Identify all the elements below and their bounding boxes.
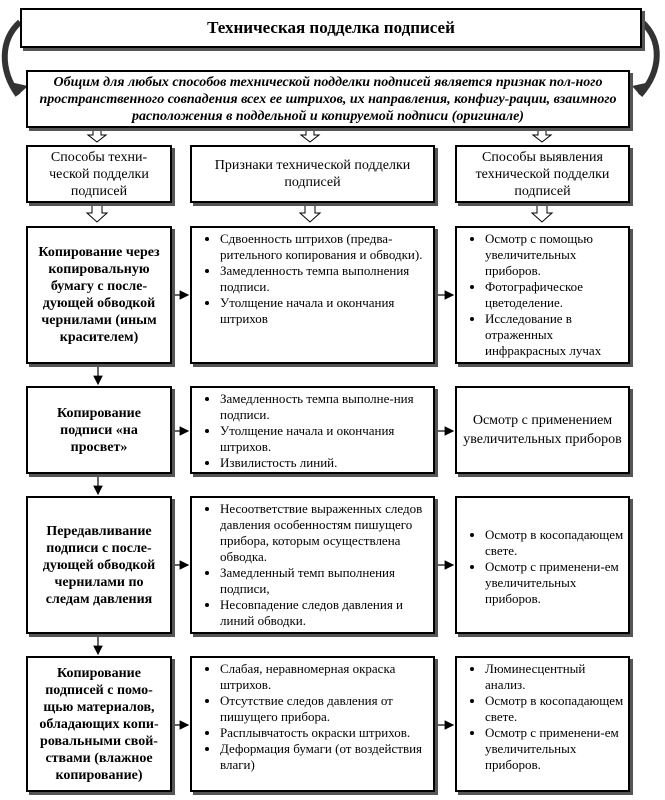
method-box-2: Копирование подписи «на просвет» — [26, 386, 172, 474]
down-arrow-signs — [301, 129, 319, 142]
detection-item: • Осмотр с применени-ем увеличительных приборов. — [485, 725, 624, 773]
method-box-3: Передавливание подписи с после-дующей обводкой чернилами по следам давления — [26, 496, 172, 634]
detection-item: • Люминесцентный анализ. — [485, 661, 624, 693]
sign-item: • Утолщение начала и окончания штрихов — [220, 295, 429, 327]
detection-item: • Осмотр в косопадающем свете. — [485, 527, 624, 559]
sign-item: • Расплывчатость окраски штрихов. — [220, 725, 429, 741]
header-detection: Способы выявления технической подделки подписей — [455, 145, 630, 203]
method-box-1: Копирование через копировальную бумагу с после-дующей обводкой чернилами (иным красителем) — [26, 226, 172, 364]
sign-item: • Замедленность темпа выполне-ния подписи. — [220, 391, 429, 423]
signs-box-4 — [190, 656, 435, 792]
signs-box-2 — [190, 386, 435, 474]
signs-box-1 — [190, 226, 435, 364]
sign-item: • Сдвоенность штрихов (предва-рительного копирования и обводки). — [220, 231, 429, 263]
sign-item: • Деформация бумаги (от воздействия влаги) — [220, 741, 429, 773]
down-arrow-detection-2 — [532, 205, 552, 222]
detection-box-2: Осмотр с применением увеличительных приборов — [455, 386, 630, 474]
diagram-title: Техническая подделка подписей — [20, 8, 642, 48]
sign-item: • Замедленный темп выполнения подписи, — [220, 565, 429, 597]
header-methods: Способы техни-ческой подделки подписей — [26, 145, 172, 203]
detection-item: • Осмотр с применени-ем увеличительных приборов. — [485, 559, 624, 607]
detection-box-4 — [455, 656, 630, 792]
down-arrow-detection — [533, 129, 551, 142]
detection-item: • Осмотр в косопадающем свете. — [485, 693, 624, 725]
sign-item: • Слабая, неравномерная окраска штрихов. — [220, 661, 429, 693]
sign-item: • Замедленность темпа выполнения подписи. — [220, 263, 429, 295]
down-arrow-methods — [88, 129, 106, 142]
method-box-4: Копирование подписей с помо-щью материалов, обладающих копи-ровальными свой-ствами (влажное копирование) — [26, 656, 172, 792]
sign-item: • Несоответствие выраженных следов давления особенностям пишущего прибора, которым осуществлена обводка. — [220, 501, 429, 565]
down-arrow-signs-2 — [300, 205, 320, 222]
sign-item: • Несовпадение следов давления и линий обводки. — [220, 597, 429, 629]
sign-item: • Утолщение начала и окончания штрихов. — [220, 423, 429, 455]
detection-box-3 — [455, 496, 630, 634]
sign-item: • Отсутствие следов давления от пишущего прибора. — [220, 693, 429, 725]
intro-statement: Общим для любых способов технической подделки подписей является признак пол-ного пространственного совпадения всех ее штрихов, их направления, конфигу-рации, взаимного расположения в поддельной и копируемой подписи (оригинале) — [26, 70, 630, 128]
down-arrow-methods-2 — [87, 205, 107, 222]
detection-item: • Исследование в отраженных инфракрасных лучах — [485, 311, 624, 359]
detection-item: • Осмотр с помощью увеличительных приборов. — [485, 231, 624, 279]
detection-box-1 — [455, 226, 630, 364]
signs-box-3 — [190, 496, 435, 634]
detection-item: • Фотографическое цветоделение. — [485, 279, 624, 311]
sign-item: • Извилистость линий. — [220, 455, 429, 471]
header-signs: Признаки технической подделки подписей — [190, 145, 435, 203]
